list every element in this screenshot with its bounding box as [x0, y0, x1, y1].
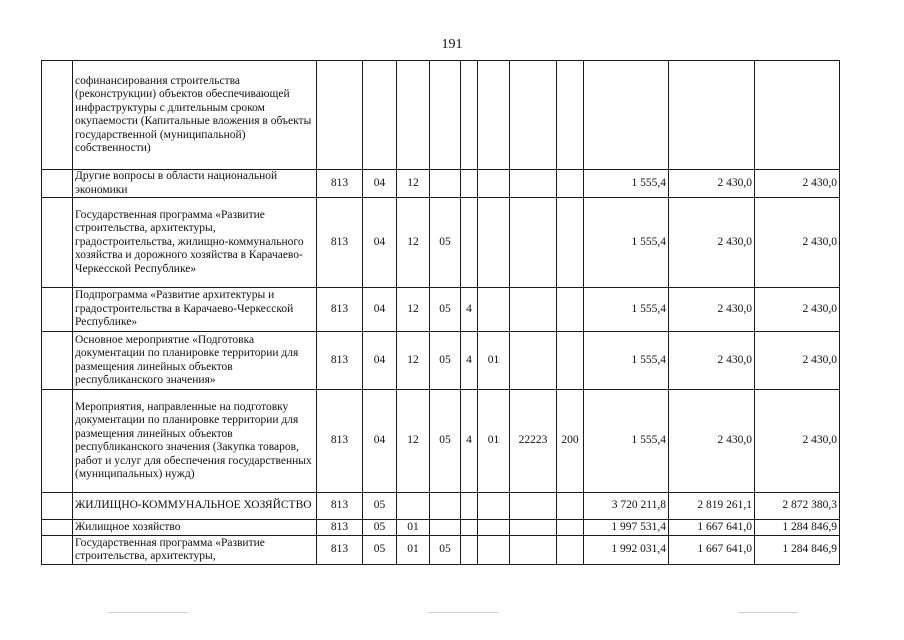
program-cell: 05	[430, 536, 461, 565]
table-row	[42, 493, 840, 520]
section-cell: 04	[363, 390, 397, 493]
amount-year2-cell: 1 667 641,0	[669, 520, 755, 536]
index-cell	[42, 288, 73, 332]
subsection-cell	[397, 493, 430, 520]
event-cell	[478, 288, 510, 332]
index-cell	[42, 198, 73, 288]
amount-year2-cell: 2 819 261,1	[669, 493, 755, 520]
subprogram-cell: 4	[461, 332, 478, 390]
expense-type-cell: 200	[557, 390, 584, 493]
budget-table	[41, 60, 840, 565]
name-cell: Основное мероприятие «Подготовка документации по планировке территории для размещения линейных объектов республиканского значения»	[73, 332, 317, 390]
subprogram-cell: 4	[461, 390, 478, 493]
program-cell	[430, 493, 461, 520]
event-cell	[478, 61, 510, 170]
table-row	[42, 198, 840, 288]
amount-year1-cell: 1 555,4	[584, 332, 669, 390]
code-cell: 813	[317, 332, 363, 390]
direction-cell	[510, 288, 557, 332]
scan-artifact	[428, 612, 498, 613]
scan-artifact	[738, 612, 798, 613]
table-row	[42, 61, 840, 170]
code-cell	[317, 61, 363, 170]
event-cell	[478, 170, 510, 198]
table-row	[42, 536, 840, 565]
expense-type-cell	[557, 61, 584, 170]
table-row	[42, 288, 840, 332]
direction-cell	[510, 198, 557, 288]
table-row	[42, 170, 840, 198]
section-cell: 04	[363, 288, 397, 332]
direction-cell	[510, 493, 557, 520]
index-cell	[42, 170, 73, 198]
index-cell	[42, 493, 73, 520]
table-row	[42, 390, 840, 493]
subsection-cell: 12	[397, 390, 430, 493]
code-cell: 813	[317, 536, 363, 565]
index-cell	[42, 520, 73, 536]
subsection-cell: 12	[397, 332, 430, 390]
event-cell	[478, 198, 510, 288]
amount-year1-cell: 3 720 211,8	[584, 493, 669, 520]
name-cell: ЖИЛИЩНО-КОММУНАЛЬНОЕ ХОЗЯЙСТВО	[73, 493, 317, 520]
direction-cell: 22223	[510, 390, 557, 493]
name-cell: Мероприятия, направленные на подготовку документации по планировке территории для размещения линейных объектов республиканского значения (Закупка товаров, работ и услуг для обеспечения государственных (муниципальных) нужд)	[73, 390, 317, 493]
direction-cell	[510, 536, 557, 565]
event-cell: 01	[478, 332, 510, 390]
name-cell: Другие вопросы в области национальной экономики	[73, 170, 317, 198]
subsection-cell: 12	[397, 198, 430, 288]
amount-year2-cell: 2 430,0	[669, 170, 755, 198]
amount-year1-cell: 1 555,4	[584, 288, 669, 332]
expense-type-cell	[557, 288, 584, 332]
index-cell	[42, 332, 73, 390]
subprogram-cell	[461, 198, 478, 288]
amount-year3-cell: 2 430,0	[755, 198, 840, 288]
amount-year2-cell: 1 667 641,0	[669, 536, 755, 565]
amount-year1-cell: 1 555,4	[584, 170, 669, 198]
program-cell	[430, 61, 461, 170]
table-row	[42, 332, 840, 390]
code-cell: 813	[317, 288, 363, 332]
section-cell: 04	[363, 198, 397, 288]
amount-year2-cell: 2 430,0	[669, 390, 755, 493]
amount-year3-cell: 1 284 846,9	[755, 536, 840, 565]
event-cell	[478, 493, 510, 520]
expense-type-cell	[557, 493, 584, 520]
amount-year3-cell	[755, 61, 840, 170]
subprogram-cell: 4	[461, 288, 478, 332]
section-cell: 05	[363, 520, 397, 536]
subsection-cell	[397, 61, 430, 170]
subprogram-cell	[461, 520, 478, 536]
expense-type-cell	[557, 332, 584, 390]
page-number: 191	[441, 37, 463, 52]
direction-cell	[510, 61, 557, 170]
direction-cell	[510, 332, 557, 390]
amount-year3-cell: 2 430,0	[755, 390, 840, 493]
scan-artifact	[108, 612, 188, 613]
amount-year2-cell	[669, 61, 755, 170]
amount-year2-cell: 2 430,0	[669, 198, 755, 288]
program-cell: 05	[430, 288, 461, 332]
subsection-cell: 01	[397, 536, 430, 565]
expense-type-cell	[557, 170, 584, 198]
expense-type-cell	[557, 536, 584, 565]
subprogram-cell	[461, 493, 478, 520]
code-cell: 813	[317, 520, 363, 536]
section-cell: 05	[363, 493, 397, 520]
index-cell	[42, 390, 73, 493]
section-cell: 04	[363, 332, 397, 390]
amount-year2-cell: 2 430,0	[669, 332, 755, 390]
subprogram-cell	[461, 170, 478, 198]
event-cell	[478, 520, 510, 536]
expense-type-cell	[557, 520, 584, 536]
amount-year1-cell: 1 555,4	[584, 198, 669, 288]
event-cell: 01	[478, 390, 510, 493]
amount-year1-cell	[584, 61, 669, 170]
program-cell: 05	[430, 332, 461, 390]
section-cell: 05	[363, 536, 397, 565]
code-cell: 813	[317, 493, 363, 520]
section-cell	[363, 61, 397, 170]
name-cell: Жилищное хозяйство	[73, 520, 317, 536]
subsection-cell: 01	[397, 520, 430, 536]
code-cell: 813	[317, 390, 363, 493]
name-cell: софинансирования строительства (реконструкции) объектов обеспечивающей инфраструктуры с длительным сроком окупаемости (Капитальные вложения в объекты государственной (муниципальной) собственности)	[73, 61, 317, 170]
name-cell: Государственная программа «Развитие строительства, архитектуры,	[73, 536, 317, 565]
subsection-cell: 12	[397, 288, 430, 332]
subprogram-cell	[461, 536, 478, 565]
name-cell: Государственная программа «Развитие строительства, архитектуры, градостроительства, жилищно-коммунального хозяйства и дорожного хозяйства в Карачаево-Черкесской Республике»	[73, 198, 317, 288]
amount-year2-cell: 2 430,0	[669, 288, 755, 332]
code-cell: 813	[317, 198, 363, 288]
subsection-cell: 12	[397, 170, 430, 198]
program-cell: 05	[430, 390, 461, 493]
expense-type-cell	[557, 198, 584, 288]
amount-year1-cell: 1 555,4	[584, 390, 669, 493]
amount-year3-cell: 1 284 846,9	[755, 520, 840, 536]
amount-year3-cell: 2 430,0	[755, 288, 840, 332]
event-cell	[478, 536, 510, 565]
table-row	[42, 520, 840, 536]
amount-year3-cell: 2 430,0	[755, 170, 840, 198]
amount-year3-cell: 2 872 380,3	[755, 493, 840, 520]
index-cell	[42, 536, 73, 565]
program-cell	[430, 170, 461, 198]
code-cell: 813	[317, 170, 363, 198]
section-cell: 04	[363, 170, 397, 198]
program-cell: 05	[430, 198, 461, 288]
program-cell	[430, 520, 461, 536]
amount-year3-cell: 2 430,0	[755, 332, 840, 390]
direction-cell	[510, 170, 557, 198]
amount-year1-cell: 1 992 031,4	[584, 536, 669, 565]
subprogram-cell	[461, 61, 478, 170]
index-cell	[42, 61, 73, 170]
direction-cell	[510, 520, 557, 536]
name-cell: Подпрограмма «Развитие архитектуры и градостроительства в Карачаево-Черкесской Республике»	[73, 288, 317, 332]
amount-year1-cell: 1 997 531,4	[584, 520, 669, 536]
